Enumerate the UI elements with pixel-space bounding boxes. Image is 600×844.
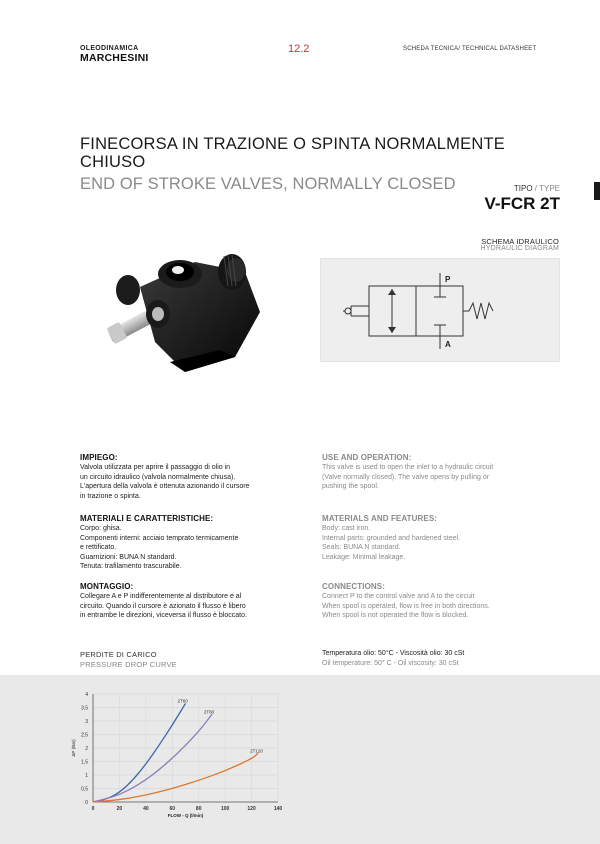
y-tick-label: 2,5 xyxy=(81,732,88,739)
series-label-2T60: 2T60 xyxy=(177,698,188,704)
x-tick-label: 20 xyxy=(116,806,123,812)
x-tick-label: 60 xyxy=(169,806,176,812)
x-tick-label: 40 xyxy=(143,806,149,812)
hydraulic-diagram xyxy=(320,258,560,362)
y-tick-label: 2 xyxy=(85,746,88,752)
title-italian: FINECORSA IN TRAZIONE O SPINTA NORMALMENTE CHIUSO xyxy=(80,135,505,171)
connections-text-it: Collegare A e P indifferentemente al distributore e al circuito. Quando il cursore è azionato il flusso è libero in entrambe le direzioni, viceversa il flusso è bloccato. xyxy=(80,593,247,619)
pressure-drop-label-it: PERDITE DI CARICO xyxy=(80,650,157,659)
y-tick-label: 1,5 xyxy=(81,759,88,766)
series-line-2T60 xyxy=(93,703,186,802)
type-separator: / xyxy=(532,184,540,193)
type-label xyxy=(420,184,560,193)
y-tick-label: 4 xyxy=(85,692,88,698)
series-label-2T120: 2T120 xyxy=(250,748,263,754)
series-line-2T80 xyxy=(93,714,212,802)
y-tick-label: 3 xyxy=(85,719,88,725)
use-text-it: Valvola utilizzata per aprire il passaggio di olio in un circuito idraulico (valvola normalmente chiusa). L'apertura della valvola è ottenuta azionando il cursore in trazione o spinta. xyxy=(80,464,250,500)
type-label-it: TIPO xyxy=(513,184,533,193)
x-tick-label: 140 xyxy=(273,806,283,812)
x-tick-label: 120 xyxy=(247,806,256,812)
y-tick-label: 1 xyxy=(85,773,88,779)
x-tick-label: 0 xyxy=(91,806,95,812)
materials-heading-it: MATERIALI E CARATTERISTICHE: xyxy=(80,514,214,523)
y-tick-label: 3,5 xyxy=(81,705,88,712)
use-heading-it: IMPIEGO: xyxy=(80,453,118,462)
hydraulic-diagram-label-en: HYDRAULIC DIAGRAM xyxy=(480,245,559,252)
use-text-en: This valve is used to open the inlet to a hydraulic circuit (Valve normally closed). The valve opens by pulling or pushing the spool. xyxy=(322,464,494,490)
type-label-en: TYPE xyxy=(539,184,560,193)
y-tick-label: 0,5 xyxy=(81,786,88,793)
brand-logo: MARCHESINI xyxy=(80,52,149,64)
connections-text-en: Connect P to the control valve and A to the circuit When spool is operated, flow is free in both directions. When spool is not operated the flow is blocked. xyxy=(322,593,490,619)
x-tick-label: 80 xyxy=(195,806,202,812)
y-axis-label: ΔP (Bar) xyxy=(71,739,76,757)
page-number: 12.2 xyxy=(288,43,310,55)
oil-conditions-it: Temperatura olio: 50°C - Viscosità olio: 30 cSt xyxy=(322,650,465,657)
model-code: V-FCR 2T xyxy=(484,194,560,213)
valve-product-image xyxy=(100,232,280,382)
hydraulic-diagram-label-it: SCHEMA IDRAULICO xyxy=(481,237,559,246)
port-p-label: P xyxy=(445,275,451,284)
port-a-label: A xyxy=(445,340,451,349)
x-tick-label: 100 xyxy=(220,806,230,812)
pressure-drop-chart xyxy=(0,675,600,844)
series-label-2T80: 2T80 xyxy=(203,709,215,715)
materials-text-en: Body: cast iron. Internal parts: grounded and hardened steel. Seals: BUNA N standard. Leakage: Minimal leakage. xyxy=(322,525,461,561)
use-heading-en: USE AND OPERATION: xyxy=(322,453,412,462)
datasheet-label: SCHEDA TECNICA/ TECHNICAL DATASHEET xyxy=(403,46,537,52)
connections-heading-en: CONNECTIONS: xyxy=(322,582,385,591)
connections-heading-it: MONTAGGIO: xyxy=(80,582,134,591)
hydraulic-symbol xyxy=(321,259,561,363)
materials-heading-en: MATERIALS AND FEATURES: xyxy=(322,514,438,523)
x-axis-label: FLOW - Q (l/min) xyxy=(167,813,204,818)
brand-tagline: OLEODINAMICA xyxy=(80,45,139,52)
title-english: END OF STROKE VALVES, NORMALLY CLOSED xyxy=(80,175,456,193)
y-tick-label: 0 xyxy=(85,800,88,806)
pressure-drop-label-en: PRESSURE DROP CURVE xyxy=(80,660,177,669)
oil-conditions-en: Oil temperature: 50° C - Oil viscosity: 30 cSt xyxy=(322,660,459,667)
materials-text-it: Corpo: ghisa. Componenti interni: acciaio temprato termicamente e rettificato. Guarnizioni: BUNA N standard. Tenuta: trafilamento trascurabile. xyxy=(80,525,239,570)
section-tab-marker xyxy=(594,182,600,200)
